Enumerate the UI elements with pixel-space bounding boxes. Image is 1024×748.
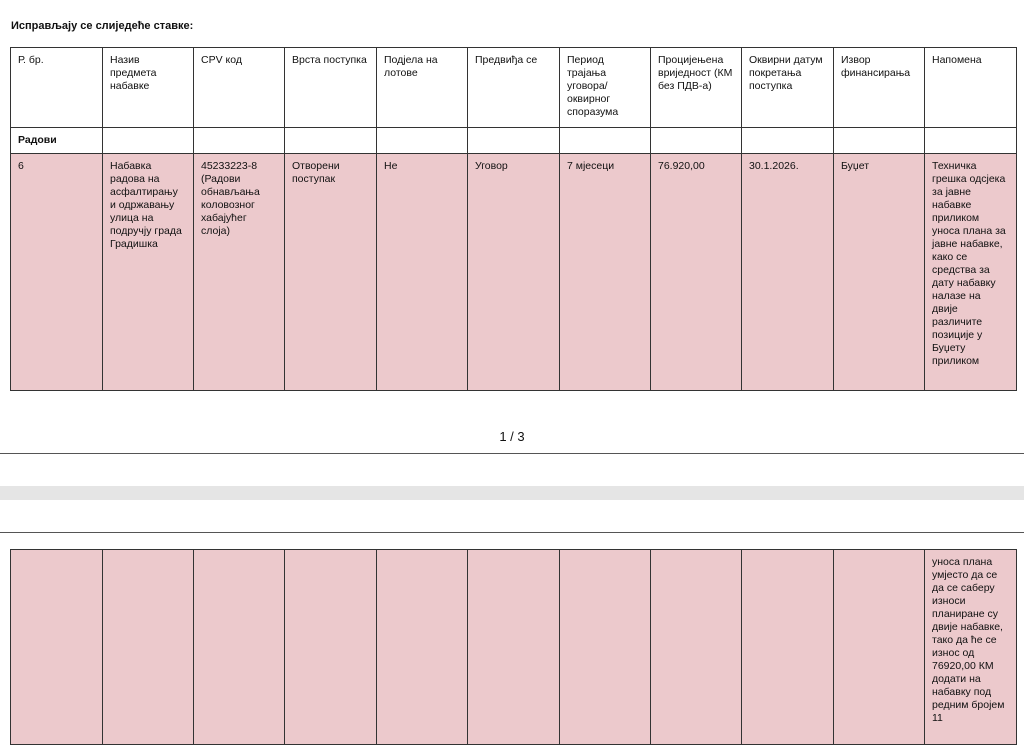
- items-table-continuation: [10, 549, 1017, 745]
- cell-period: 7 мјесеци: [560, 154, 651, 391]
- header-procedure: Врста поступка: [285, 48, 377, 128]
- header-planned: Предвиђа се: [468, 48, 560, 128]
- cell-note-continued: уноса плана умјесто да се да се саберу износи планиране су двије набавке, тако да ће се износ од 76920,00 КМ додати на набавку под редним бројем 11: [925, 550, 1017, 745]
- cell-source: Буџет: [834, 154, 925, 391]
- page-divider: [0, 532, 1024, 533]
- page-gap: [0, 486, 1024, 500]
- header-note: Напомена: [925, 48, 1017, 128]
- items-table: [10, 47, 1017, 391]
- cell-value: 76.920,00: [651, 154, 742, 391]
- header-cpv: CPV код: [194, 48, 285, 128]
- intro-text: Исправљају се слиједеће ставке:: [11, 20, 194, 32]
- header-value: Процијењена вриједност (КМ без ПДВ-а): [651, 48, 742, 128]
- section-row: [11, 128, 1017, 154]
- page-divider: [0, 453, 1024, 454]
- cell-note: Техничка грешка одсјека за јавне набавке приликом уноса плана за јавне набавке, како се средства за дату набавку налазе на двије различите позиције у Буџету приликом: [925, 154, 1017, 391]
- cell-date: 30.1.2026.: [742, 154, 834, 391]
- table-header-row: [11, 48, 1017, 128]
- header-date: Оквирни датум покретања поступка: [742, 48, 834, 128]
- cell-procedure: Отворени поступак: [285, 154, 377, 391]
- header-name: Назив предмета набавке: [103, 48, 194, 128]
- page-number: 1 / 3: [499, 429, 525, 444]
- table-row: [11, 154, 1017, 391]
- header-period: Период трајања уговора/оквирног споразума: [560, 48, 651, 128]
- section-label: Радови: [11, 128, 103, 154]
- table-row: [11, 550, 1017, 745]
- cell-num: 6: [11, 154, 103, 391]
- cell-cpv: 45233223-8 (Радови обнављања коловозног хабајућег слоја): [194, 154, 285, 391]
- header-lots: Подјела на лотове: [377, 48, 468, 128]
- cell-planned: Уговор: [468, 154, 560, 391]
- cell-name: Набавка радова на асфалтирању и одржавању улица на подручју града Градишка: [103, 154, 194, 391]
- header-source: Извор финансирања: [834, 48, 925, 128]
- cell-lots: Не: [377, 154, 468, 391]
- header-num: Р. бр.: [11, 48, 103, 128]
